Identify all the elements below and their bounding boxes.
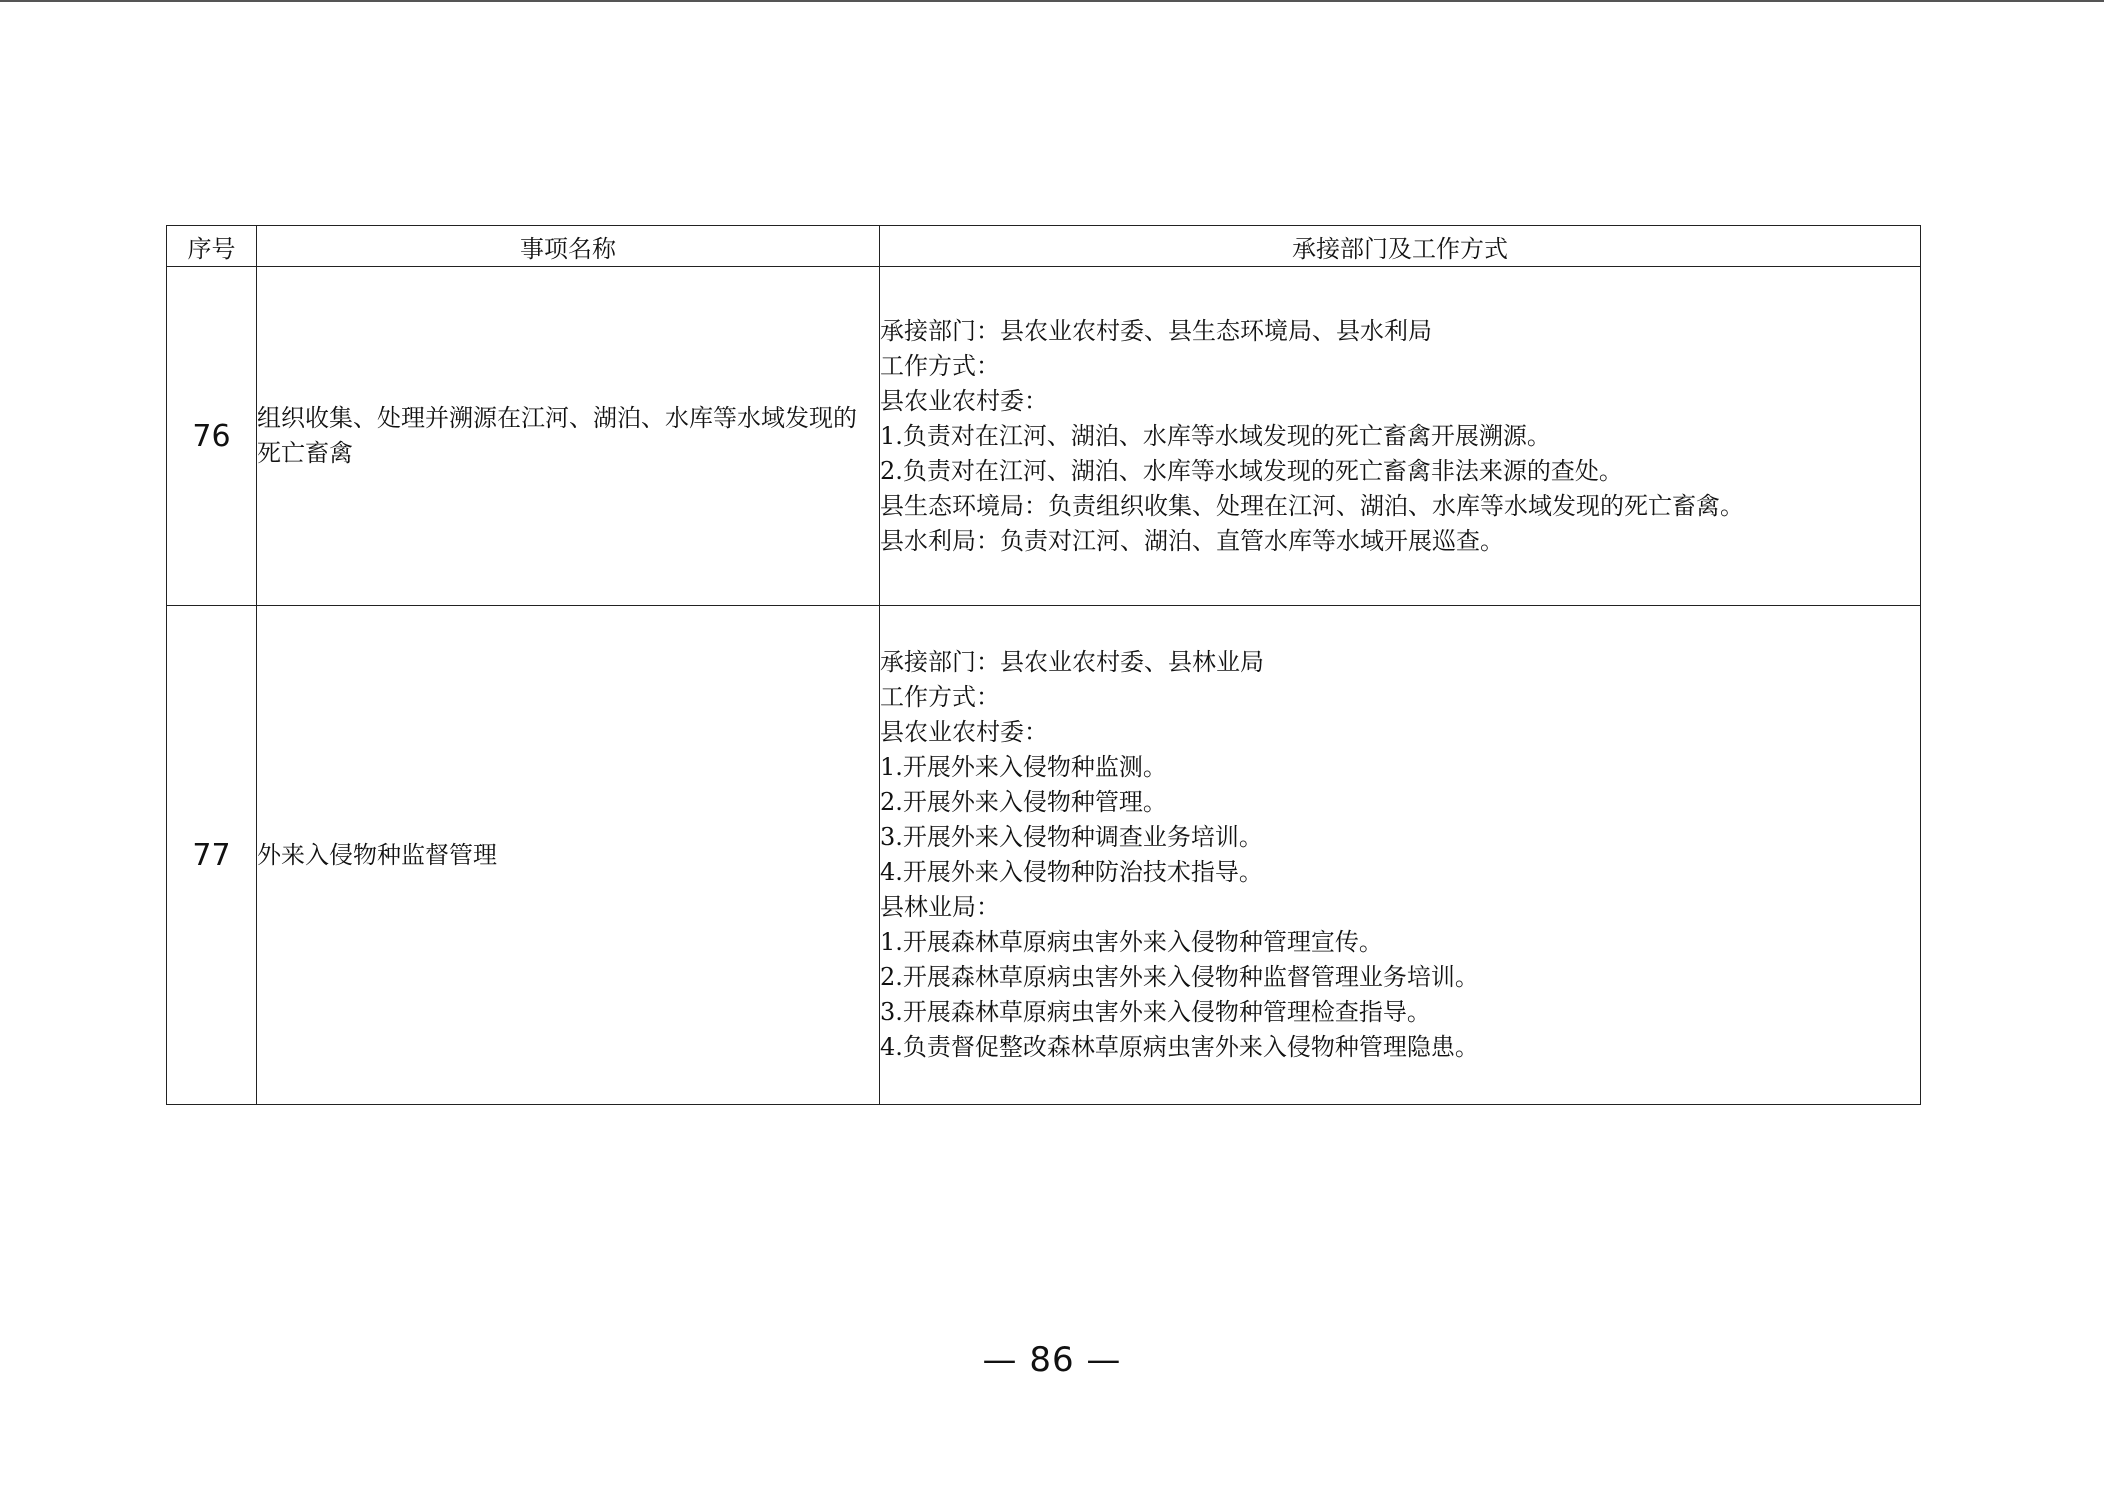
row-seq: 76 [167,267,257,606]
detail-line: 县农业农村委： [880,718,1048,746]
detail-line: 工作方式： [880,683,1000,711]
header-item-name: 事项名称 [257,226,880,267]
detail-line: 承接部门：县农业农村委、县林业局 [880,648,1264,676]
detail-line: 2.负责对在江河、湖泊、水库等水域发现的死亡畜禽非法来源的查处。 [880,456,1623,485]
row-item-name: 外来入侵物种监督管理 [257,606,880,1105]
detail-line: 县林业局： [880,893,1000,921]
row-dept-method [880,606,1921,1105]
detail-line: 承接部门：县农业农村委、县生态环境局、县水利局 [880,316,1432,345]
detail-line: 1.开展森林草原病虫害外来入侵物种管理宣传。 [880,928,1383,956]
detail-line: 1.负责对在江河、湖泊、水库等水域发现的死亡畜禽开展溯源。 [880,421,1551,450]
detail-line: 县农业农村委： [880,386,1048,415]
row-dept-method [880,267,1921,606]
detail-line: 县生态环境局：负责组织收集、处理在江河、湖泊、水库等水域发现的死亡畜禽。 [880,491,1744,520]
detail-line: 4.负责督促整改森林草原病虫害外来入侵物种管理隐患。 [880,1033,1479,1061]
top-border-line [0,0,2104,2]
detail-line: 1.开展外来入侵物种监测。 [880,753,1167,781]
row-seq: 77 [167,606,257,1105]
detail-line: 工作方式： [880,351,1000,380]
detail-line: 3.开展外来入侵物种调查业务培训。 [880,823,1263,851]
items-table [166,225,1921,1105]
detail-line: 县水利局：负责对江河、湖泊、直管水库等水域开展巡查。 [880,526,1504,555]
detail-line: 2.开展外来入侵物种管理。 [880,788,1167,816]
table-row [167,267,1921,606]
page-number: — 86 — [982,1340,1122,1380]
detail-line: 2.开展森林草原病虫害外来入侵物种监督管理业务培训。 [880,963,1479,991]
detail-line: 4.开展外来入侵物种防治技术指导。 [880,858,1263,886]
header-seq: 序号 [167,226,257,267]
table-header-row [167,226,1921,267]
header-dept-method: 承接部门及工作方式 [880,226,1921,267]
row-item-name: 组织收集、处理并溯源在江河、湖泊、水库等水域发现的死亡畜禽 [257,267,880,606]
detail-line: 3.开展森林草原病虫害外来入侵物种管理检查指导。 [880,998,1431,1026]
table-row [167,606,1921,1105]
